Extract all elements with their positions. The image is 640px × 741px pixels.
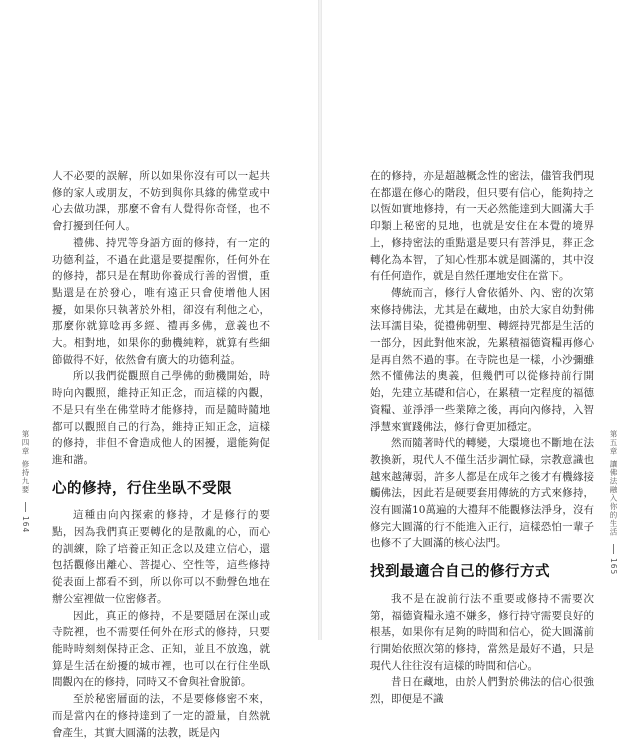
page-number: 165 xyxy=(609,558,618,576)
body-paragraph: 然而隨著時代的轉變，大環境也不斷地在法教換新，現代人不僅生活步調忙碌，宗教意識也越來越薄弱，許多人都是在成年之後才有機緣接觸佛法，因此若是硬要套用傳統的方式來修持，沒有圓滿10萬遍的大禮拜不能觀修法淨身，沒有修完大圓滿的行不能進入正行，這樣恐怕一輩子也修不了大圓滿的核心法門。 xyxy=(370,437,594,550)
chapter-label: 第五章 xyxy=(609,430,618,456)
section-heading: 心的修持，行住坐臥不受限 xyxy=(52,480,232,497)
body-paragraph: 這種由向內探索的修持，才是修行的要點，因為我們真正要轉化的是散亂的心，而心的訓練，除了培養正知正念以及建立信心，還包括觀修出離心、菩提心、空性等，這些修持從表面上都看不到，所以你可以不動聲色地在辦公室裡做一位密修者。 xyxy=(52,509,270,605)
right-page xyxy=(322,0,640,706)
body-paragraph: 傳統而言，修行人會依循外、內、密的次第來修持佛法，尤其是在藏地，由於大家自幼對佛法耳濡目染，從禮佛朝聖、轉經持咒都是生活的一部分，因此對他來說，先累積福德資糧再修心是再自然不過的事。在寺院也是一樣，小沙彌雖然不懂佛法的奧義，但幾們可以從修持前行開始，先建立基礎和信心，在累積一定程度的福德資糧、並淨淨一些業障之後，再向內修持，入智淨慧來實踐佛法，修行會更加穩定。 xyxy=(370,286,594,433)
divider xyxy=(25,502,26,512)
right-page-body xyxy=(370,168,594,708)
left-page xyxy=(0,0,318,739)
body-paragraph: 昔日在藏地，由於人們對於佛法的信心很強烈，即便是不識 xyxy=(370,676,594,706)
divider xyxy=(613,544,614,554)
right-running-header xyxy=(608,430,619,590)
chapter-title: 修持九要 xyxy=(21,459,30,494)
body-paragraph: 在的修持，亦是超越概念性的密法，儘管我們現在都還在修心的階段，但只要有信心，能夠持之以恆如實地修持，有一天必然能達到大圓滿大手印類上秘密的見地，也就是安住在本覺的境界上，修持密法的重點還是要只有菩淨見，葬正念轉化為本智，了知心性那本就是圓滿的，其中沒有任何造作，就是自然任運地安住在當下。 xyxy=(370,170,594,283)
body-paragraph: 因此，真正的修持，不是要隱居在深山或寺院裡，也不需要任何外在形式的修持，只要能時時刻刻保持正念、正知，並且不放逸，就算是生活在紛擾的城市裡，也可以在行住坐臥間觀內在的修持，同時又不會與社會脫節。 xyxy=(52,609,270,689)
body-paragraph: 我不是在說前行法不重要或修持不需要次第，福德資糧永遠不嫌多，修行持守需要良好的根基，如果你有足夠的時間和信心，從大圓滿前行開始依照次第的修持，當然是最好不過，只是現代人往往沒有這樣的時間和信心。 xyxy=(370,592,594,672)
chapter-label: 第四章 xyxy=(21,430,30,456)
body-paragraph: 至於秘密層面的法，不是要修修密不來，而是當內在的修持達到了一定的證量，自然就會產生，其實大圓滿的法教，既是內 xyxy=(52,693,270,739)
chapter-title: 讓佛法融入你的生活 xyxy=(609,459,618,536)
left-running-header xyxy=(20,430,31,590)
body-paragraph: 人不必要的誤解，所以如果你沒有可以一起共修的家人或朋友，不妨到與你具緣的佛堂或中心去做功課，那麼不會有人覺得你奇怪，也不會打擾到任何人。 xyxy=(52,170,270,233)
page-number: 164 xyxy=(21,515,30,533)
left-page-body xyxy=(52,168,270,741)
body-paragraph: 禮佛、持咒等身語方面的修持，有一定的功德利益，不過在此還是要提醒你，任何外在的修持，都只是在幫助你養成行善的習慣，重點還是在於發心，唯有遠正只會使增他人困擾，如果你只執著於外相，卻沒有利他之心，那麼你就算唸再多經、禮再多佛，意義也不大。相對地，如果你的動機純粹，就算有些細節做得不好，依然會有廣大的功德利益。 xyxy=(52,236,270,366)
body-paragraph: 所以我們從觀照自己學佛的動機開始，時時向內觀照，維持正知正念，而這樣的內觀，不是只有坐在佛堂時才能修持，而是隨時隨地都可以觀照自己的行為，維持正知正念，這樣的修持，非但不會造成他人的困擾，還能夠促進和諧。 xyxy=(52,370,270,466)
section-heading: 找到最適合自己的修行方式 xyxy=(370,564,550,581)
